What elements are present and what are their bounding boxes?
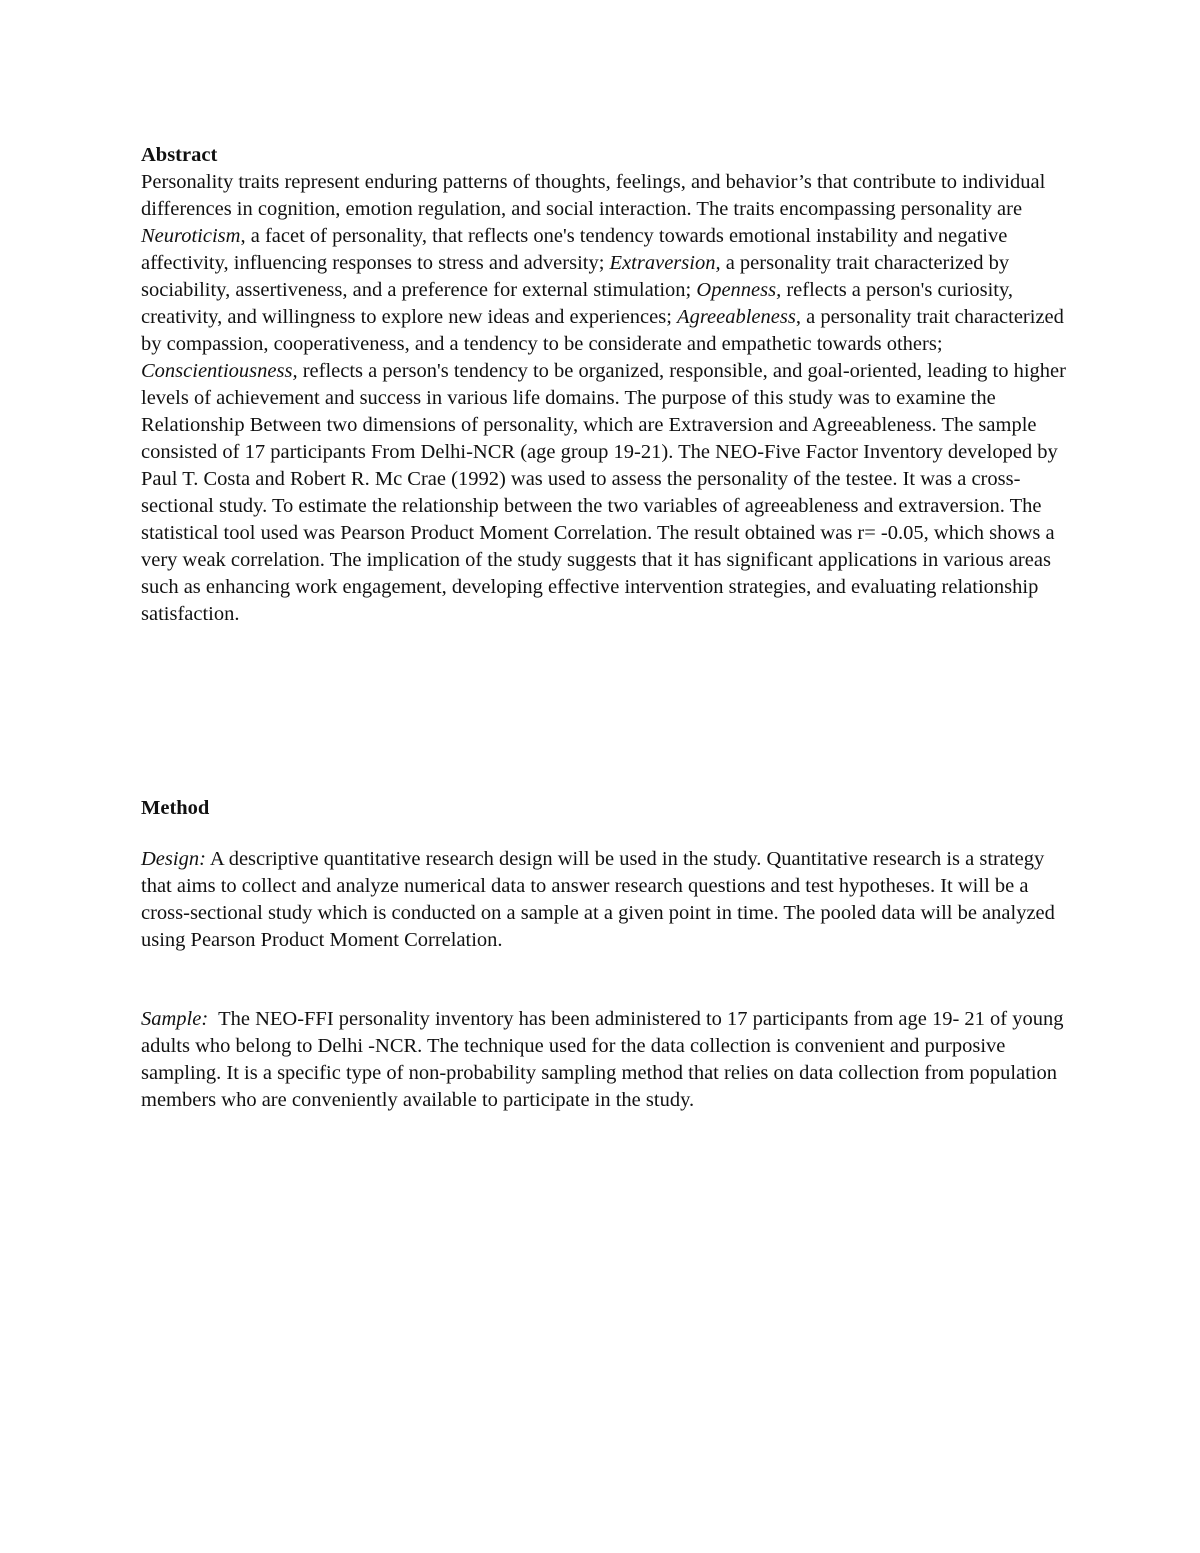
abstract-paragraph: [141, 169, 1066, 628]
abstract-text: reflects a person's tendency to be organized, responsible, and goal-oriented, leading to higher levels of achievement and success in various life domains. The purpose of this study was to examine the Relationship Between two dimensions of personality, which are Extraversion and Agreeableness. The sample consisted of 17 participants From Delhi-NCR (age group 19-21). The NEO-Five Factor Inventory developed by Paul T. Costa and Robert R. Mc Crae (1992) was used to assess the personality of the testee. It was a cross-sectional study. To estimate the relationship between the two variables of agreeableness and extraversion. The statistical tool used was Pearson Product Moment Correlation. The result obtained was r= -0.05, which shows a very weak correlation. The implication of the study suggests that it has significant applications in various areas such as enhancing work engagement, developing effective intervention strategies, and evaluating relationship satisfaction.: [141, 360, 1066, 625]
term-openness: Openness,: [696, 279, 782, 301]
term-extraversion: Extraversion,: [609, 252, 721, 274]
abstract-text: reflects a person's curiosity, creativity, and willingness to explore new ideas and experiences;: [141, 279, 1014, 328]
term-neuroticism: Neuroticism: [141, 225, 241, 247]
sample-paragraph: [141, 1006, 1069, 1114]
abstract-text: , a facet of personality, that reflects one's tendency towards emotional instability and negative affectivity, influencing responses to stress and adversity;: [141, 225, 1008, 274]
abstract-heading: Abstract: [141, 144, 218, 166]
method-heading: Method: [141, 797, 210, 819]
abstract-text: Personality traits represent enduring patterns of thoughts, feelings, and behavior’s that contribute to individual differences in cognition, emotion regulation, and social interaction. The traits encompassing personality are: [141, 171, 1046, 220]
design-paragraph: [141, 846, 1066, 954]
abstract-text: a personality trait characterized by sociability, assertiveness, and a preference for external stimulation;: [141, 252, 1010, 301]
abstract-text: , a personality trait characterized by compassion, cooperativeness, and a tendency to be considerate and empathetic towards others;: [141, 306, 1064, 355]
sample-label: Sample:: [141, 1008, 209, 1030]
sample-text: The NEO-FFI personality inventory has been administered to 17 participants from age 19- 21 of young adults who belong to Delhi -NCR. The technique used for the data collection is convenient and purposive sampling. It is a specific type of non-probability sampling method that relies on data collection from population members who are conveniently available to participate in the study.: [141, 1008, 1069, 1111]
design-label: Design:: [141, 848, 206, 870]
design-text: A descriptive quantitative research design will be used in the study. Quantitative research is a strategy that aims to collect and analyze numerical data to answer research questions and test hypotheses. It will be a cross-sectional study which is conducted on a sample at a given point in time. The pooled data will be analyzed using Pearson Product Moment Correlation.: [141, 848, 1055, 951]
term-conscientiousness: Conscientiousness,: [141, 360, 298, 382]
term-agreeableness: Agreeableness: [677, 306, 796, 328]
document-page: [141, 142, 1069, 1111]
